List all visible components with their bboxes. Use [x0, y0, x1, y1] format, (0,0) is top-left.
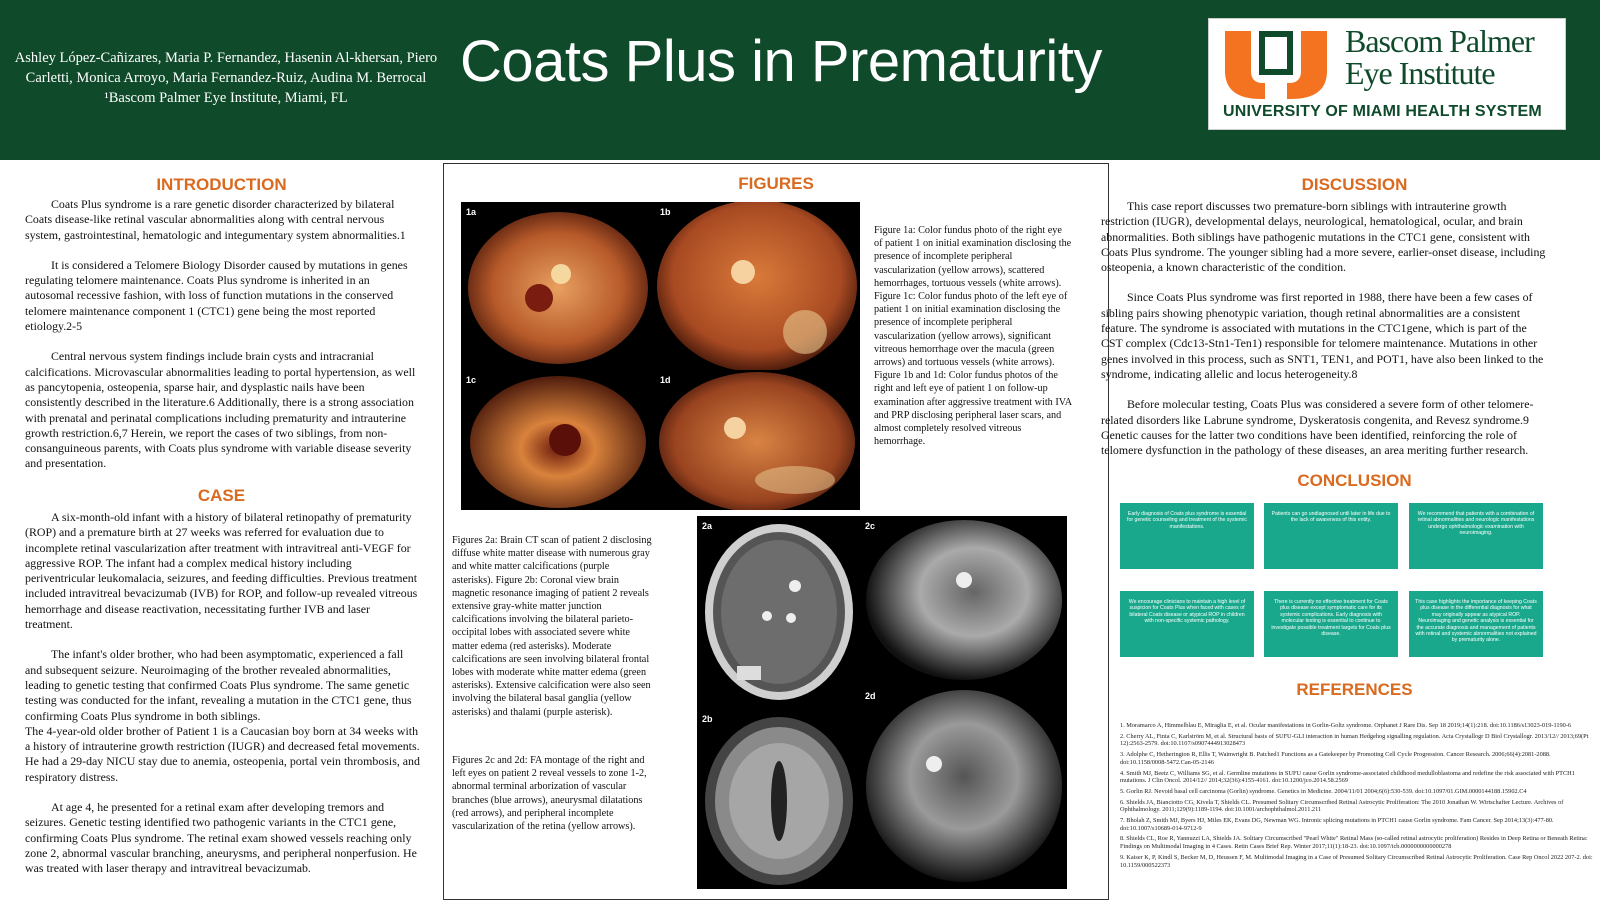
figure-1a-label: 1a [466, 207, 477, 217]
fundus-1d-image [655, 370, 860, 510]
affiliation: ¹Bascom Palmer Eye Institute, Miami, FL [104, 90, 348, 106]
figure-2b-label: 2b [702, 714, 713, 724]
fa-2d-image [860, 686, 1067, 889]
figure-1b-fundus-photo [655, 202, 860, 370]
logo-health-system: UNIVERSITY OF MIAMI HEALTH SYSTEM [1223, 103, 1542, 120]
case-heading: CASE [197, 486, 246, 505]
introduction-body [25, 197, 420, 472]
references-list [1120, 722, 1596, 872]
reference-item: 6. Shields JA, Bianciotto CG, Kivela T, Shields CL. Presumed Solitary Circumscribed Retinal Astrocytic Proliferation: The 2010 Jonathan W. Wirtschafter Lecture. Archives of Ophthalmology. 2011;129(9):1189-1194. doi:10.1001/archophthalmol.2011.211 [1120, 798, 1564, 814]
figures-panel [443, 163, 1109, 900]
reference-item: 2. Cherry AL, Finta C, Karlström M, et al. Structural basis of SUFU-GLI interaction in human Hedgehog signalling regulation. Acta Crystallogr D Biol Crystallogr. 2013/12// 2013;69(Pt 12):2563-2579. doi:10.1107/s0907444913028473 [1120, 732, 1589, 748]
conclusion-box: We recommend that patients with a combination of retinal abnormalities and neurologic manifestations undergo ophthalmologic examination with neuroimaging. [1409, 503, 1543, 569]
figure-2c-label: 2c [865, 521, 876, 531]
logo-name-line-1: Bascom Palmer [1345, 23, 1534, 59]
case-paragraph: A six-month-old infant with a history of bilateral retinopathy of prematurity (ROP) and a premature birth at 27 weeks was referred for evaluation due to incomplete retinal vascularization after treatment with intravitreal anti-VEGF for aggressive ROP. The infant had a complex medical history including periventricular leukomalacia, seizures, and feeding difficulties. Previous treatment included intravitreal bevacizumab (IVB) for ROP, and follow-up revealed vitreous hemorrhage and disease reactivation, necessitating further IVB and laser treatment. [25, 510, 418, 632]
conclusion-box: There is currently no effective treatment for Coats plus disease except symptomatic care for its systemic complications. Early diagnosis with molecular testing is essential to continue to investigate possible treatment targets for Coats plus disease. [1264, 591, 1398, 657]
introduction-heading: INTRODUCTION [156, 175, 287, 194]
case-paragraph: The infant's older brother, who had been asymptomatic, experienced a fall and subsequent seizure. Neuroimaging of the brother revealed abnormalities, leading to genetic testing that confirmed Coats Plus syndrome. The same genetic testing was conducted for the infant, revealing a mutation in the CTC1 gene, thus confirming Coats Plus syndrome in both siblings. [25, 647, 412, 723]
figure-1c-label: 1c [466, 375, 477, 385]
discussion-heading: DISCUSSION [1301, 175, 1408, 194]
figure-2a-ct-scan [697, 516, 860, 709]
poster-title: Coats Plus in Prematurity [460, 29, 1102, 94]
figure-1-caption: Figure 1a: Color fundus photo of the right eye of patient 1 on initial examination disclosing the presence of incomplete peripheral vascularization (yellow arrows), scattered hemorrhages, tortuous vessels (white arrows). Figure 1c: Color fundus photo of the left eye of patient 1 on initial examination disclosing the presence of incomplete peripheral vascularization (yellow arrows), significant vitreous hemorrhage over the macula (green arrows) and tortuous vessels (white arrows). Figure 1b and 1d: Color fundus photos of the right and left eye of patient 1 on follow-up examination after aggressive treatment with IVA and PRP disclosing peripheral laser scars, and almost completely resolved vitreous hemorrhage. [874, 225, 1072, 448]
figure-2b-mri-scan [697, 709, 860, 889]
figure-2cd-caption: Figures 2c and 2d: FA montage of the right and left eyes on patient 2 reveal vessels to zone 1-2, abnormal terminal arborization of vascular branches (blue arrows), aneurysmal dilatations (red arrows), and peripheral incomplete vascularization of the retina (yellow arrows). [452, 755, 647, 833]
author-block [6, 48, 446, 108]
reference-item: 9. Kaiser K, P, Kindl S, Becker M, D, Heussen F, M. Multimodal Imaging in a Case of Presumed Solitary Circumscribed Retinal Astrocytic Proliferation. Case Rep Oncol 2022 207-2. doi: 10.1159/000522373 [1120, 853, 1593, 869]
discussion-paragraph: This case report discusses two premature-born siblings with intrauterine growth restriction (IUGR), developmental delays, neurological, hematological, ocular, and brain abnormalities. Both siblings have pathogenic mutations in the CTC1 gene, consistent with Coats Plus syndrome. The younger sibling had a more severe, earlier-onset disease, including osteopenia, a known characteristic of the condition. [1101, 199, 1546, 275]
reference-item: 8. Shields CL, Roe R, Yannuzzi LA, Shields JA. Solitary Circumscribed "Pearl White" Retinal Mass (so-called retinal astrocytic proliferation) Resides in Deep Retina or Beneath Retina: Findings on Multimodal Imaging in 4 Cases. Retin Cases Brief Rep. Winter 2017;11(1):18-23. doi:10.1097/icb.0000000000000278 [1120, 835, 1588, 851]
conclusion-heading: CONCLUSION [1297, 471, 1412, 490]
figures-heading: FIGURES [738, 174, 814, 193]
figure-1b-label: 1b [660, 207, 671, 217]
reference-item: 3. Adolphe C, Hetherington R, Ellis T, Wainwright B. Patched1 Functions as a Gatekeeper by Promoting Cell Cycle Progression. Cancer Research. 2006;66(4):2081-2088. doi:10.1158/0008-5472.Can-05-2146 [1120, 751, 1551, 766]
reference-item: 5. Gorlin RJ. Nevoid basal cell carcinoma (Gorlin) syndrome. Genetics in Medicine. 2004/11/01 2004;6(6):530-539. doi:10.1097/01.GIM.0000144188.15902.C4 [1120, 787, 1527, 795]
reference-item: 7. Bholah Z, Smith MJ, Byers HJ, Miles EK, Evans DG, Newman WG. Intronic splicing mutations in PTCH1 cause Gorlin syndrome. Fam Cancer. Sep 2014;13(3):477-80. doi:10.1007/s10689-014-9712-9 [1120, 817, 1554, 832]
fundus-1c-image [461, 370, 655, 510]
ct-2a-image [697, 516, 860, 709]
case-paragraph: The 4-year-old older brother of Patient 1 is a Caucasian boy born at 34 weeks with a history of intrauterine growth restriction (IUGR) and decreased fetal movements. He had a 29-day NICU stay due to anemia, osteopenia, portal vein thrombosis, and respiratory distress. [25, 723, 420, 784]
reference-item: 4. Smith MJ, Beetz C, Williams SG, et al. Germline mutations in SUFU cause Gorlin syndrome-associated childhood medulloblastoma and redefine the risk associated with PTCH1 mutations. J Clin Oncol. 2014/12// 2014;32(36):4155-4161. doi:10.1200/jco.2014.58.2569 [1120, 769, 1575, 785]
figure-2a-label: 2a [702, 521, 713, 531]
figure-1d-fundus-photo [655, 370, 860, 510]
figure-1d-label: 1d [660, 375, 671, 385]
institution-logo [1208, 18, 1566, 130]
fundus-1b-image [655, 202, 860, 370]
conclusion-box: We encourage clinicians to maintain a high level of suspicion for Coats Plus when faced with cases of bilateral Coats disease or atypical ROP in children with non-specific systemic pathology. [1120, 591, 1254, 657]
introduction-paragraph: Coats Plus syndrome is a rare genetic disorder characterized by bilateral Coats disease-like retinal vascular abnormalities along with central nervous system, gastrointestinal, hematologic and integumentary system abnormalities.1 [25, 197, 406, 242]
conclusion-box: Early diagnosis of Coats plus syndrome is essential for genetic counseling and treatment of the systemic manifestations. [1120, 503, 1254, 569]
logo-name-line-2: Eye Institute [1345, 55, 1495, 91]
fa-2c-image [860, 516, 1067, 686]
authors-line-1: Ashley López-Cañizares, Maria P. Fernandez, Hasenin Al-khersan, Piero [14, 50, 438, 66]
references-heading: REFERENCES [1296, 680, 1413, 699]
figure-2d-label: 2d [865, 691, 876, 701]
discussion-paragraph: Before molecular testing, Coats Plus was considered a severe form of other telomere-related disorders like Labrune syndrome, Dyskeratosis congenita, and Revesz syndrome.9 Genetic causes for the latter two conditions have been identified, reinforcing the role of telomere dysfunction in the pathology of these diseases, an area meriting further research. [1101, 397, 1534, 458]
figure-2d-fluorescein-angiogram [860, 686, 1067, 889]
case-body [25, 510, 420, 877]
fundus-1a-image [461, 202, 655, 370]
mri-2b-image [697, 709, 860, 889]
discussion-body [1101, 199, 1549, 458]
conclusion-box: Patients can go undiagnosed until later in life due to the lack of awareness of this entity. [1264, 503, 1398, 569]
figure-1c-fundus-photo [461, 370, 655, 510]
university-of-miami-u-logo-icon [1221, 27, 1331, 99]
figure-2ab-caption: Figures 2a: Brain CT scan of patient 2 disclosing diffuse white matter disease with numerous gray and white matter calcifications (purple asterisks). Figure 2b: Coronal view brain magnetic resonance imaging of patient 2 reveals extensive gray-white matter junction calcifications involving the bilateral parieto-occipital lobes with associated severe white matter edema (red asterisks). Moderate calcifications are seen involving bilateral frontal lobes with moderate white matter edema (green asterisks). Extensive calcification were also seen involving the bilateral basal ganglia (yellow asterisks) and thalami (purple asterisk). [452, 535, 652, 718]
right-column [1101, 163, 1600, 900]
left-column [0, 163, 443, 900]
figure-1a-fundus-photo [461, 202, 655, 370]
poster-header [0, 0, 1600, 160]
introduction-paragraph: Central nervous system findings include brain cysts and intracranial calcifications. Microvascular abnormalities leading to portal hypertension, as well as pancytopenia, osteopenia, sparse hair, and dysplastic nails have been consistently described in the literature.6 Additionally, there is a strong association with prenatal and perinatal complications including prematurity and intrauterine growth restriction.6,7 Herein, we report the cases of two siblings, from non-consanguineous parents, with Coats plus syndrome with variable disease severity and presentation. [25, 349, 416, 471]
discussion-paragraph: Since Coats Plus syndrome was first reported in 1988, there have been a few cases of sibling pairs showing phenotypic variation, though retinal abnormalities are a consistent feature. The syndrome is associated with mutations in the CTC1gene, which is part of the CST complex (Cdc13-Stn1-Ten1) responsible for telomere maintenance. Mutations in other genes involved in this process, such as SNT1, TEN1, and POT1, have also been linked to the syndrome, indicating allelic and locus heterogeneity.8 [1101, 290, 1544, 381]
conclusion-box: This case highlights the importance of keeping Coats plus disease in the differential diagnosis for what may originally appear as atypical ROP. Neuroimaging and genetic analysis is essential for the accurate diagnosis and management of patients with retinal and systemic abnormalities not explained by prematurity alone. [1409, 591, 1543, 657]
figure-2c-fluorescein-angiogram [860, 516, 1067, 686]
authors-line-2: Carletti, Monica Arroyo, Maria Fernandez-Ruiz, Audina M. Berrocal [25, 70, 427, 86]
case-paragraph: At age 4, he presented for a retinal exam after developing tremors and seizures. Genetic testing identified two pathogenic variants in the CTC1 gene, confirming Coats Plus syndrome. The retinal exam showed vessels reaching only zone 2, abnormal vascular branching, aneurysms, and peripheral nonperfusion. He was treated with laser therapy and intravitreal bevacizumab. [25, 800, 417, 876]
reference-item: 1. Moramarco A, Himmelblau E, Miraglia E, et al. Ocular manifestations in Gorlin-Goltz syndrome. Orphanet J Rare Dis. Sep 18 2019;14(1):218. doi:10.1186/s13023-019-1190-6 [1120, 722, 1572, 729]
introduction-paragraph: It is considered a Telomere Biology Disorder caused by mutations in genes regulating telomere maintenance. Coats Plus syndrome is inherited in an autosomal recessive fashion, with loss of function mutations in the conserved telomere maintenance component 1 (CTC1) gene being the most reported etiology.2-5 [25, 257, 408, 334]
